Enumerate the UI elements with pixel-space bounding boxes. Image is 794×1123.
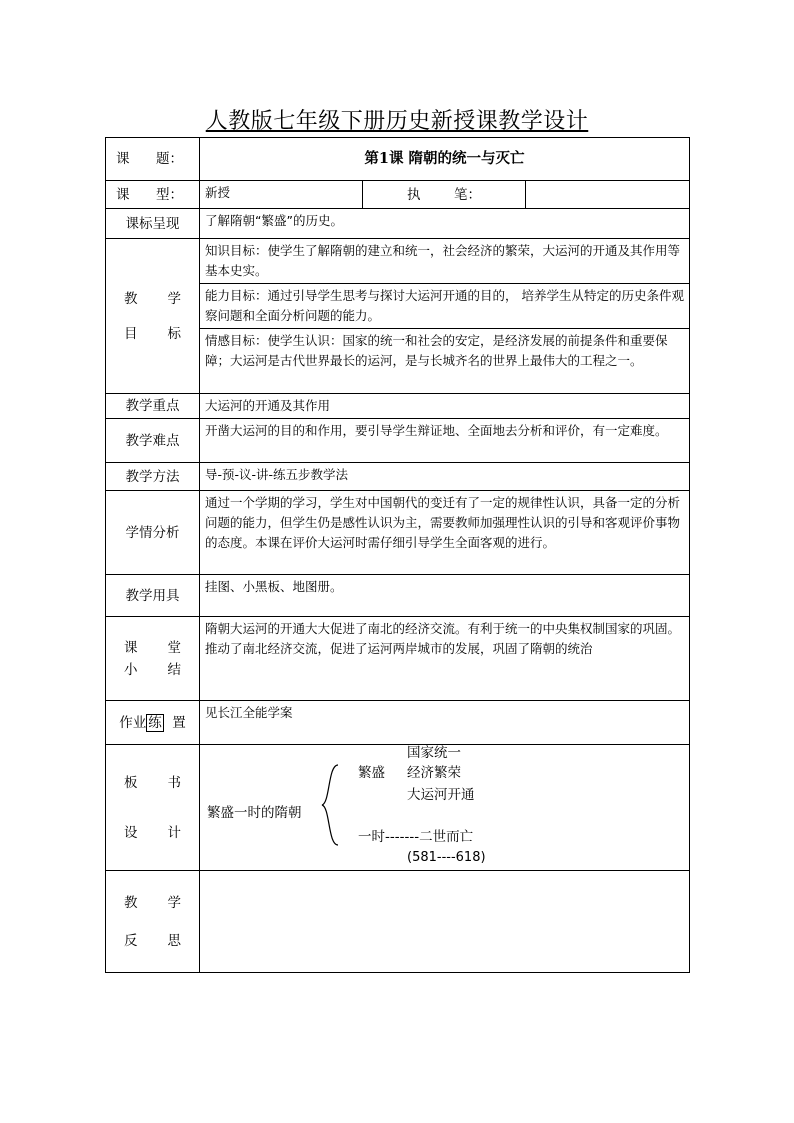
row-board	[106, 745, 690, 871]
row-difficulty	[106, 419, 690, 463]
row-homework	[106, 701, 690, 745]
tools-label: 教学用具	[106, 575, 200, 617]
goal-emotion: 情感目标：使学生认识：国家的统一和社会的安定，是经济发展的前提条件和重要保障；大运河是古代世界最长的运河，是与长城齐名的世界上最伟大的工程之一。	[200, 329, 690, 394]
type-value: 新授	[200, 181, 363, 209]
document-title: 人教版七年级下册历史新授课教学设计	[205, 109, 589, 134]
row-analysis	[106, 491, 690, 575]
homework-value: 见长江全能学案	[200, 701, 690, 745]
board-years: (581----618)	[407, 850, 486, 865]
goal-ability: 能力目标：通过引导学生思考与探讨大运河开通的目的， 培养学生从特定的历史条件观察问题和全面分析问题的能力。	[200, 284, 690, 329]
row-standard	[106, 209, 690, 239]
tools-value: 挂图、小黑板、地图册。	[200, 575, 690, 617]
type-label: 课 型：	[106, 181, 200, 209]
method-label: 教学方法	[106, 463, 200, 491]
analysis-label: 学情分析	[106, 491, 200, 575]
standard-label: 课标呈现	[106, 209, 200, 239]
analysis-value: 通过一个学期的学习，学生对中国朝代的变迁有了一定的规律性认识，具备一定的分析问题的能力，但学生仍是感性认识为主，需要教师加强理性认识的引导和客观评价事物的态度。本课在评价大运河时需仔细引导学生全面客观的进行。	[200, 491, 690, 575]
difficulty-label: 教学难点	[106, 419, 200, 463]
row-reflection	[106, 871, 690, 973]
reflection-value[interactable]	[200, 871, 690, 973]
summary-label: 课 堂 小 结	[106, 617, 200, 701]
lesson-plan-table	[105, 137, 690, 973]
focus-label: 教学重点	[106, 394, 200, 419]
focus-value: 大运河的开通及其作用	[200, 394, 690, 419]
board-item: 大运河开通	[407, 787, 475, 803]
brace-icon	[320, 763, 340, 847]
row-summary	[106, 617, 690, 701]
board-content	[200, 745, 690, 871]
row-method	[106, 463, 690, 491]
row-focus	[106, 394, 690, 419]
row-goal-knowledge	[106, 239, 690, 284]
board-item: 经济繁荣	[407, 765, 461, 781]
board-brief: 一时-------二世而亡	[358, 829, 474, 845]
board-branch: 繁盛	[358, 765, 385, 781]
author-label: 执 笔：	[363, 181, 526, 209]
board-item: 国家统一	[407, 745, 461, 761]
row-topic	[106, 138, 690, 181]
goal-knowledge: 知识目标：使学生了解隋朝的建立和统一，社会经济的繁荣，大运河的开通及其作用等基本史实。	[200, 239, 690, 284]
goals-label: 教 学 目 标	[106, 239, 200, 394]
method-value: 导-预-议-讲-练五步教学法	[200, 463, 690, 491]
standard-value: 了解隋朝“繁盛”的历史。	[200, 209, 690, 239]
topic-label: 课 题：	[106, 138, 200, 181]
row-tools	[106, 575, 690, 617]
lesson-title: 第1课 隋朝的统一与灭亡	[200, 138, 690, 181]
author-value	[526, 181, 690, 209]
row-type	[106, 181, 690, 209]
reflection-label: 教 学 反 思	[106, 871, 200, 973]
homework-label: 作业 练 置	[106, 701, 200, 745]
board-main-topic: 繁盛一时的隋朝	[207, 805, 302, 821]
board-label: 板 书 设 计	[106, 745, 200, 871]
difficulty-value: 开凿大运河的目的和作用，要引导学生辩证地、全面地去分析和评价，有一定难度。	[200, 419, 690, 463]
summary-value: 隋朝大运河的开通大大促进了南北的经济交流。有利于统一的中央集权制国家的巩固。推动了南北经济交流，促进了运河两岸城市的发展，巩固了隋朝的统治	[200, 617, 690, 701]
